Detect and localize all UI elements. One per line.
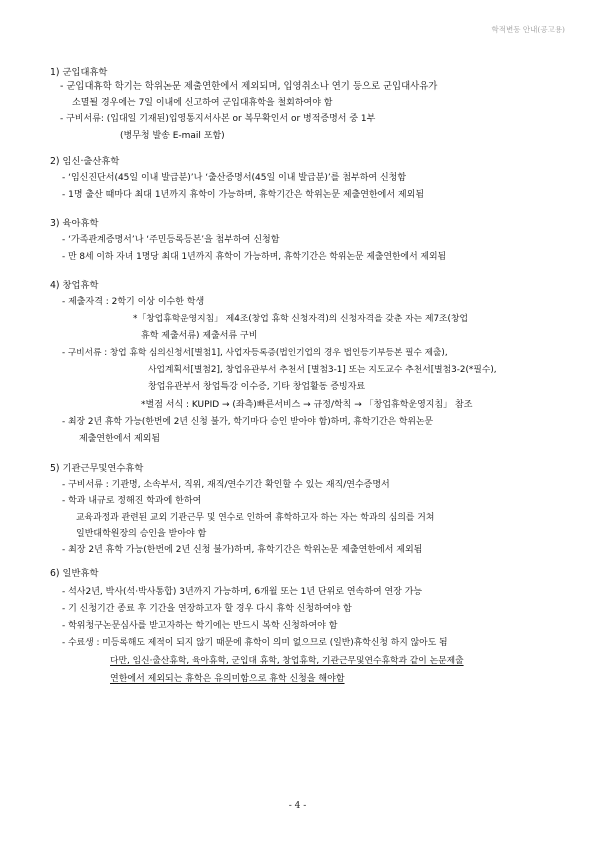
text-line: - 기 신청기간 종료 후 기간을 연장하고자 할 경우 다시 휴학 신청하여야 함 <box>62 604 352 614</box>
section-title-pregnancy-leave: 2) 임신·출산휴학 <box>50 156 120 167</box>
text-line: - 제출자격 : 2학기 이상 이수한 학생 <box>62 297 205 307</box>
section-title-startup-leave: 4) 창업휴학 <box>50 280 99 291</box>
text-line: (병무청 발송 E-mail 포함) <box>120 131 225 141</box>
text-line: - 만 8세 이하 자녀 1명당 최대 1년까지 휴학이 가능하며, 휴학기간은 학위논문 제출연한에서 제외됨 <box>62 252 447 262</box>
text-line: - 구비서류 : 창업 휴학 심의신청서[별첨1], 사업자등록증(법인기업의 경우 법인등기부등본 필수 제출), <box>62 348 448 358</box>
section-title-military-leave: 1) 군입대휴학 <box>50 67 108 78</box>
text-line: - ‘임신진단서(45일 이내 발급분)’나 ‘출산증명서(45일 이내 발급분)’를 첨부하여 신청함 <box>62 173 407 183</box>
underlined-note: 다만, 임신·출산휴학, 육아휴학, 군입대 휴학, 창업휴학, 기관근무및연수휴학과 같이 논문제출 <box>110 656 464 666</box>
text-line: *별점 서식 : KUPID → (좌측)빠른서비스 → 규정/학칙 → 「창업휴학운영지침」 참조 <box>141 400 473 410</box>
text-line: - 1명 출산 때마다 최대 1년까지 휴학이 가능하며, 휴학기간은 학위논문 제출연한에서 제외됨 <box>62 190 425 200</box>
text-line: - 구비서류: (입대일 기재된)입영통지서사본 or 복무확인서 or 병적증명서 중 1부 <box>60 114 376 124</box>
text-line: - 최장 2년 휴학 가능(한번에 2년 신청 불가, 학기마다 승인 받아야 함)하며, 휴학기간은 학위논문 <box>62 417 434 427</box>
section-title-parental-leave: 3) 육아휴학 <box>50 218 99 229</box>
text-line: - 학위청구논문심사를 받고자하는 학기에는 반드시 복학 신청하여야 함 <box>62 621 338 631</box>
text-line: *「창업휴학운영지침」 제4조(창업 휴학 신청자격)의 신청자격을 갖춘 자는 제7조(창업 <box>133 314 468 324</box>
section-title-institution-leave: 5) 기관근무및연수휴학 <box>50 463 144 474</box>
text-line: 창업유관부서 창업특강 이수증, 기타 창업활동 증빙자료 <box>148 382 366 392</box>
page-number: - 4 - <box>288 801 307 811</box>
text-line: 교육과정과 관련된 교외 기관근무 및 연수로 인하여 휴학하고자 하는 자는 학과의 심의를 거쳐 <box>76 513 435 523</box>
text-line: - 구비서류 : 기관명, 소속부서, 직위, 재직/연수기간 확인할 수 있는 재직/연수증명서 <box>62 480 390 490</box>
text-line: - 군입대휴학 학기는 학위논문 제출연한에서 제외되며, 입영취소나 연기 등으로 군입대사유가 <box>60 81 438 92</box>
page-header: 학적변동 안내(공고용) <box>491 25 565 34</box>
text-line: 사업계획서[별첨2], 창업유관부서 추천서 [별첨3-1] 또는 지도교수 추천서[별첨3-2(*필수), <box>148 365 497 375</box>
text-line: - ‘가족관계증명서’나 ‘주민등록등본’을 첨부하여 신청함 <box>62 235 280 245</box>
text-line: - 수료생 : 미등록해도 제적이 되지 않기 때문에 휴학이 의미 없으므로 (일반)휴학신청 하지 않아도 됨 <box>62 638 448 648</box>
text-line: - 학과 내규로 정해진 학과에 한하여 <box>62 496 202 506</box>
text-line: 제출연한에서 제외됨 <box>79 434 161 444</box>
text-line: - 최장 2년 휴학 가능(한번에 2년 신청 불가)하며, 휴학기간은 학위논문 제출연한에서 제외됨 <box>62 545 423 555</box>
section-title-general-leave: 6) 일반휴학 <box>50 568 99 579</box>
text-line: 소멸될 경우에는 7일 이내에 신고하여 군입대휴학을 철회하여야 함 <box>72 98 333 108</box>
text-line: 휴학 제출서류) 제출서류 구비 <box>141 331 258 341</box>
underlined-note: 연한에서 제외되는 휴학은 유의미함으로 휴학 신청을 해야함 <box>110 674 345 684</box>
text-line: - 석사2년, 박사(석·박사통합) 3년까지 가능하며, 6개월 또는 1년 단위로 연속하여 연장 가능 <box>62 587 423 597</box>
text-line: 일반대학원장의 승인을 받아야 함 <box>76 529 207 539</box>
